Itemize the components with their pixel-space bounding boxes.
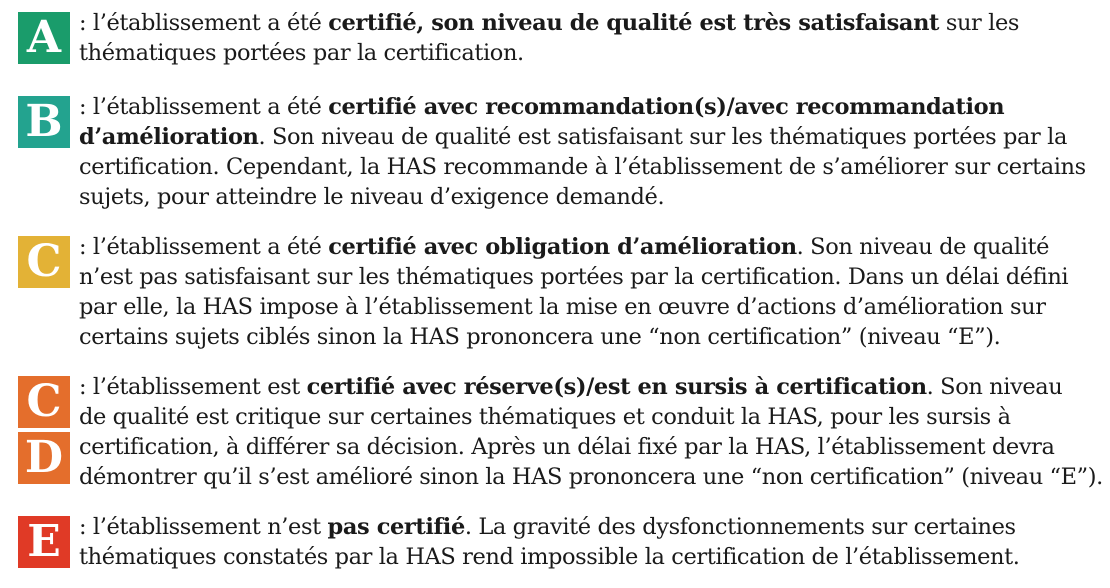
- emphasis-text: d’amélioration: [79, 124, 259, 150]
- text-run: certification, à différer sa décision. Après un délai fixé par la HAS, l’établissement devra: [79, 434, 1055, 460]
- text-run: . Son niveau de qualité: [796, 234, 1050, 260]
- text-run: . Son niveau: [926, 374, 1063, 400]
- description-line: [79, 262, 1109, 292]
- description-line: [79, 432, 1109, 462]
- text-run: : l’établissement a été: [79, 10, 329, 36]
- level-description-c: [79, 232, 1109, 352]
- description-line: [79, 122, 1109, 152]
- description-line: [79, 92, 1109, 122]
- text-run: sujets, pour atteindre le niveau d’exigence demandé.: [79, 184, 665, 210]
- text-run: thématiques portées par la certification.: [79, 40, 524, 66]
- level-description-b: [79, 92, 1109, 212]
- text-run: certains sujets ciblés sinon la HAS prononcera une “non certification” (niveau “E”).: [79, 324, 1001, 350]
- text-run: par elle, la HAS impose à l’établissement la mise en œuvre d’actions d’amélioration sur: [79, 294, 1046, 320]
- emphasis-text: certifié avec réserve(s)/est en sursis à certification: [306, 374, 927, 400]
- description-line: [79, 372, 1109, 402]
- description-line: [79, 8, 1109, 38]
- description-line: [79, 512, 1109, 542]
- level-badge-c-orange: C: [18, 376, 70, 428]
- level-description-e: [79, 512, 1109, 572]
- level-badges-cd: [18, 376, 70, 484]
- text-run: sur les: [939, 10, 1020, 36]
- level-description-a: [79, 8, 1109, 68]
- text-run: certification. Cependant, la HAS recommande à l’établissement de s’améliorer sur certains: [79, 154, 1086, 180]
- text-run: : l’établissement n’est: [79, 514, 328, 540]
- description-line: [79, 542, 1109, 572]
- text-run: . Son niveau de qualité est satisfaisant sur les thématiques portées par la: [258, 124, 1067, 150]
- description-line: [79, 38, 1109, 68]
- description-line: [79, 182, 1109, 212]
- emphasis-text: certifié, son niveau de qualité est très satisfaisant: [328, 10, 940, 36]
- text-run: : l’établissement a été: [79, 234, 329, 260]
- emphasis-text: certifié avec obligation d’amélioration: [328, 234, 797, 260]
- level-badges-a: [18, 12, 70, 64]
- level-badge-e: E: [18, 516, 70, 568]
- text-run: : l’établissement est: [79, 374, 307, 400]
- level-badge-d: D: [18, 432, 70, 484]
- text-run: n’est pas satisfaisant sur les thématiques portées par la certification. Dans un délai défini: [79, 264, 1069, 290]
- description-line: [79, 322, 1109, 352]
- level-badge-a: A: [18, 12, 70, 64]
- emphasis-text: pas certifié: [327, 514, 465, 540]
- level-badge-c: C: [18, 236, 70, 288]
- description-line: [79, 402, 1109, 432]
- text-run: thématiques constatés par la HAS rend impossible la certification de l’établissement.: [79, 544, 1020, 570]
- text-run: : l’établissement a été: [79, 94, 329, 120]
- description-line: [79, 462, 1109, 492]
- level-badges-e: [18, 516, 70, 568]
- level-description-cd: [79, 372, 1109, 492]
- level-badge-b: B: [18, 96, 70, 148]
- text-run: démontrer qu’il s’est amélioré sinon la HAS prononcera une “non certification” (niveau “E”).: [79, 464, 1103, 490]
- description-line: [79, 232, 1109, 262]
- level-badges-b: [18, 96, 70, 148]
- text-run: . La gravité des dysfonctionnements sur certaines: [464, 514, 1016, 540]
- level-badges-c: [18, 236, 70, 288]
- emphasis-text: certifié avec recommandation(s)/avec recommandation: [328, 94, 1005, 120]
- description-line: [79, 292, 1109, 322]
- description-line: [79, 152, 1109, 182]
- text-run: de qualité est critique sur certaines thématiques et conduit la HAS, pour les sursis à: [79, 404, 1011, 430]
